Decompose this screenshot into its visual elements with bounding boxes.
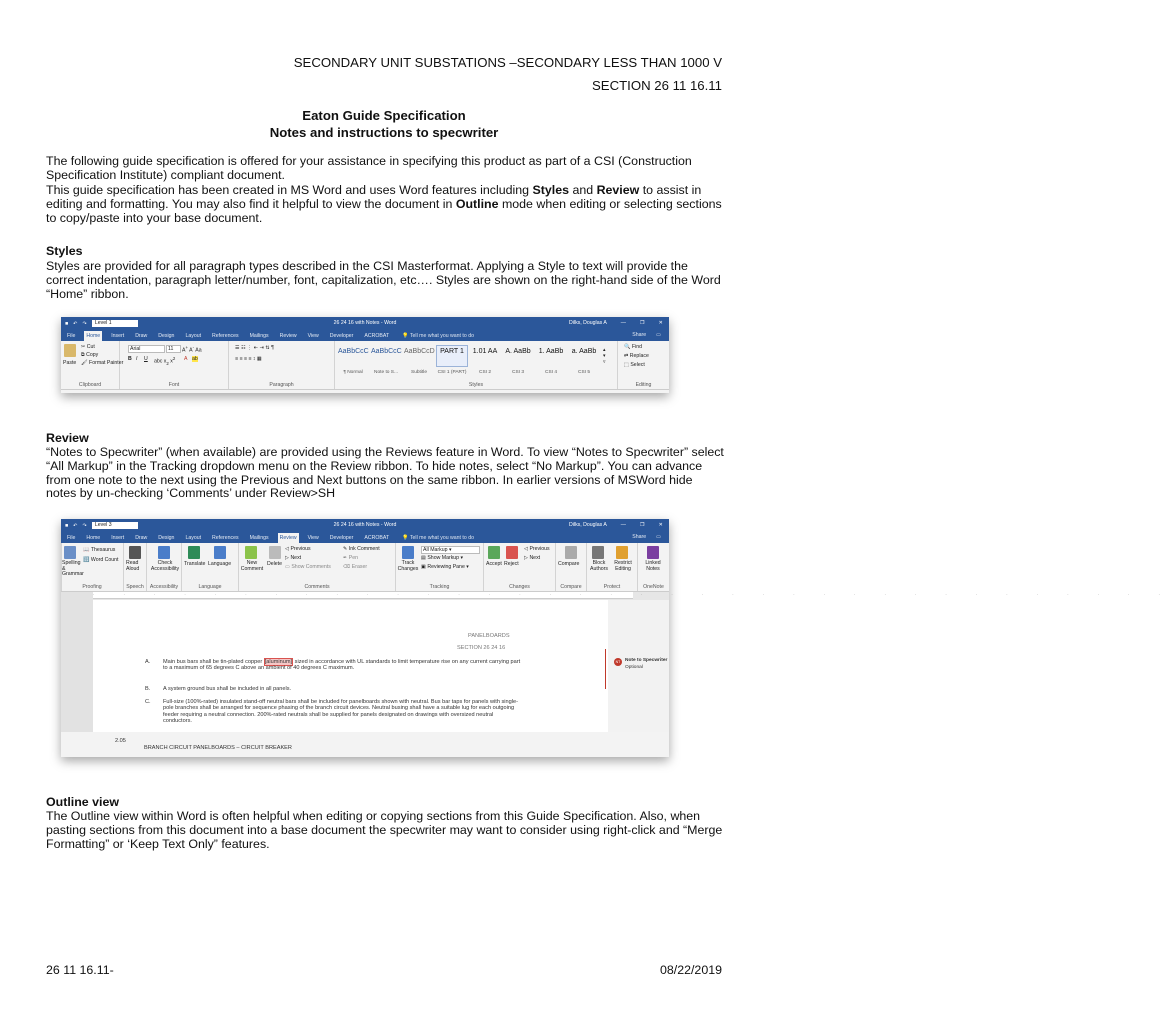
lightbulb-icon: 💡 [402, 333, 409, 339]
style-sample: AaBbCcC [371, 348, 402, 355]
footer-date: 08/22/2019 [659, 963, 722, 977]
tab-design[interactable]: Design [158, 333, 175, 339]
style-name: CSI 2 [479, 370, 491, 375]
running-header-title: SECONDARY UNIT SUBSTATIONS –SECONDARY LESS THAN 1000 V [293, 55, 722, 70]
tab-draw[interactable]: Draw [135, 535, 148, 541]
style-sample: 1. AaBb [538, 348, 564, 355]
reject-label: Reject [504, 561, 519, 567]
tab-developer[interactable]: Developer [329, 535, 354, 541]
tab-file[interactable]: File [67, 333, 76, 339]
share-button[interactable]: Share [632, 332, 647, 338]
intro-text: This guide specification has been created in MS Word and uses Word features including [46, 183, 533, 197]
styles-label: Styles [468, 382, 484, 388]
tab-review[interactable]: Review [279, 333, 297, 339]
tab-mailings[interactable]: Mailings [249, 535, 269, 541]
check-accessibility-icon[interactable] [158, 546, 170, 559]
review-heading: Review [46, 431, 89, 445]
style-csi-4[interactable] [535, 345, 567, 375]
grow-font-icon[interactable]: A+ A- Aa [182, 345, 202, 354]
show-comments-label: Show Comments [291, 564, 331, 570]
thesaurus-label: Thesaurus [90, 547, 116, 553]
check-accessibility-label: Check Accessibility [150, 560, 180, 572]
review-term: Review [596, 183, 640, 197]
item-a-pre: Main bus bars shall be tin-plated copper [163, 659, 264, 665]
review-ribbon [61, 543, 669, 592]
title-bar [61, 519, 669, 532]
delete-comment-icon[interactable] [269, 546, 281, 559]
outline-heading: Outline view [46, 795, 119, 809]
running-header-section: SECTION 26 11 16.11 [592, 78, 722, 93]
undo-icon: ↶ [73, 522, 78, 529]
item-a-text [163, 659, 523, 672]
track-changes-label: Track Changes [397, 560, 419, 572]
protect-label: Protect [603, 584, 621, 590]
page-header-section: SECTION 26 24 16 [457, 645, 506, 651]
home-ribbon [61, 341, 669, 390]
doc-subtitle: Notes and instructions to specwriter [269, 125, 499, 140]
block-authors-label: Block Authors [590, 560, 608, 572]
onenote-label: OneNote [643, 584, 664, 590]
cut-label: Cut [86, 344, 95, 350]
styles-paragraph: Styles are provided for all paragraph types described in the CSI Masterformat. Applying a Style to text will provide the correct indentation, paragraph letter/number, font, capitalization, etc…. Styles are shown on the right-hand side of the Word “Home” ribbon. [46, 259, 721, 301]
find-label: Find [631, 344, 642, 350]
spelling-label: Spelling & Grammar [62, 560, 84, 577]
outline-paragraph: The Outline view within Word is often helpful when editing or copying sections from this Guide Specification. Also, when pasting sections from this document into a base document the specwriter may want to consider using right-click and “Merge Formatting” or ‘Keep Text Only” features. [46, 809, 723, 851]
new-comment-icon[interactable] [245, 546, 257, 559]
lightbulb-icon: 💡 [402, 535, 409, 541]
tab-layout[interactable]: Layout [185, 333, 202, 339]
item-a-letter: A. [145, 659, 151, 665]
tab-mailings[interactable]: Mailings [249, 333, 269, 339]
review-paragraph: “Notes to Specwriter” (when available) are provided using the Reviews feature in Word. To view “Notes to Specwriter” select “All Markup” in the Tracking dropdown menu on the Review ribbon. To hide notes, select “No Markup”. You can advance from one note to the next using the Previous and Next buttons on the same ribbon. In earlier versions of MSWord hide notes by un-checking ‘Comments’ under Review>SH [46, 445, 724, 501]
changes-label: Changes [509, 584, 530, 590]
ink-comment-label: Ink Comment [348, 546, 380, 552]
style-csi-1[interactable] [436, 345, 468, 375]
tracking-group [396, 543, 484, 591]
show-markup-label: Show Markup [427, 555, 460, 561]
style-name: CSI 3 [512, 370, 524, 375]
accessibility-group [147, 543, 182, 591]
strike-icon[interactable]: abc $x_2$ $x^2$ [154, 356, 176, 366]
review-ribbon-screenshot [61, 519, 1174, 757]
intro-paragraph-2 [46, 184, 726, 225]
thesaurus-button[interactable]: 📖 Thesaurus [83, 547, 116, 553]
font-label: Font [168, 382, 180, 388]
language-group [182, 543, 239, 591]
item-c-text: Full-size (100%-rated) insulated stand-off neutral bars shall be included for panelboards shown with neutral. Bus bar taps for panels with single-pole branches shall be arranged for sequence phasing of the branch circuit devices. Neutral busing shall have a suitable lug for each outgoing feeder requiring a neutral connection. 200%-rated neutrals shall be supplied for panels designated on drawings with oversized neutral conductors. [163, 699, 518, 725]
outline-term: Outline [455, 196, 499, 211]
all-markup-dropdown[interactable]: All Markup ▾ [421, 546, 480, 554]
next-comment-label: Next [290, 555, 302, 561]
ribbon-tabs [61, 330, 669, 341]
home-ribbon-screenshot [61, 317, 669, 393]
align-icon[interactable]: ≡ ≡ ≡ ≡ ↕ ▦ [235, 356, 262, 362]
accept-label: Accept [486, 561, 502, 567]
style-sample: AaBbCcD [404, 348, 435, 355]
undo-icon: ↶ [73, 320, 78, 327]
compare-label-btn: Compare [558, 561, 580, 567]
item-b-text: A system ground bus shall be included in all panels. [163, 686, 292, 692]
style-name: CSI 5 [578, 370, 590, 375]
comments-group [239, 543, 396, 591]
read-aloud-icon[interactable] [129, 546, 141, 559]
compare-label: Compare [560, 584, 582, 590]
speech-group [124, 543, 147, 591]
restrict-editing-icon[interactable] [616, 546, 628, 559]
tab-layout[interactable]: Layout [185, 535, 202, 541]
language-label-btn: Language [208, 561, 232, 567]
reject-icon[interactable] [506, 546, 518, 559]
style-csi-2[interactable] [469, 345, 501, 375]
protect-group [587, 543, 638, 591]
document-page[interactable] [93, 600, 608, 744]
language-label: Language [198, 584, 222, 590]
paste-icon[interactable] [64, 344, 76, 357]
eraser-button[interactable]: ⌫ Eraser [343, 564, 368, 570]
translate-icon[interactable] [188, 546, 200, 559]
tab-acrobat[interactable]: ACROBAT [364, 333, 390, 339]
compare-group [556, 543, 587, 591]
minimize-icon[interactable]: — [620, 320, 626, 326]
speech-label: Speech [126, 584, 144, 590]
translate-label: Translate [184, 561, 206, 567]
save-icon: ■ [65, 522, 69, 529]
tab-insert[interactable]: Insert [111, 535, 125, 541]
style-name: ¶ Normal [343, 370, 363, 375]
tab-acrobat[interactable]: ACROBAT [364, 535, 390, 541]
style-sample: PART 1 [440, 348, 464, 355]
horizontal-ruler: · · · · · · · · · · · · · · · · · · · · · · · · · · · · · · · · · · · · [93, 592, 1174, 597]
font-name-box[interactable]: Arial [128, 345, 165, 353]
doc-title: Eaton Guide Specification [302, 108, 466, 123]
editing-group [618, 341, 669, 389]
styles-group [335, 341, 618, 389]
close-icon[interactable]: ✕ [658, 522, 663, 528]
proofing-group [61, 543, 124, 591]
restore-icon[interactable]: ❐ [639, 320, 645, 326]
style-name: Subtitle [411, 370, 427, 375]
intro-paragraph-1: The following guide specification is offered for your assistance in specifying this product as part of a CSI (Construction Specification Institute) compliant document. [46, 154, 692, 182]
paste-label: Paste [63, 360, 77, 366]
minimize-icon[interactable]: — [620, 522, 626, 528]
font-color-icon[interactable]: A [184, 356, 188, 362]
italic-icon[interactable]: I [136, 356, 138, 362]
tab-file[interactable]: File [67, 535, 76, 541]
level-dropdown[interactable]: Level 1 [92, 320, 138, 327]
underline-icon[interactable]: U [144, 356, 148, 362]
reviewing-pane-label: Reviewing Pane [427, 564, 465, 570]
track-changes-icon[interactable] [402, 546, 414, 559]
style-sample: A. AaBb [505, 348, 531, 355]
show-markup-button[interactable]: ▤ Show Markup ▾ [421, 555, 464, 561]
ribbon-tabs [61, 532, 669, 543]
word-count-button[interactable]: 🔢 Word Count [83, 557, 119, 563]
select-label: Select [630, 362, 645, 368]
style-name: CSI 4 [545, 370, 557, 375]
select-button[interactable]: ⬚ Select [624, 362, 645, 368]
changes-group [484, 543, 556, 591]
tab-draw[interactable]: Draw [135, 333, 148, 339]
user-name: Dilks, Douglas A [569, 522, 607, 528]
style-name: Note to S... [374, 370, 398, 375]
user-name: Dilks, Douglas A [569, 320, 607, 326]
bold-icon[interactable]: B [128, 356, 132, 362]
level-dropdown[interactable]: Level 3 [92, 522, 138, 529]
accessibility-label: Accessibility [149, 584, 179, 590]
accept-icon[interactable] [488, 546, 500, 559]
style-csi-5[interactable] [568, 345, 600, 375]
document-area [61, 592, 1174, 744]
redo-icon: ↷ [82, 320, 87, 327]
previous-comment-label: Previous [290, 546, 311, 552]
window-title: 26 24 16 with Notes - Word [333, 320, 397, 326]
item-b-letter: B. [145, 686, 151, 692]
share-button[interactable]: Share [632, 534, 647, 540]
all-markup-label: All Markup [423, 547, 448, 553]
comment-title: Note to Specwriter [625, 658, 668, 663]
font-size-box[interactable]: 11 [166, 345, 181, 353]
style-sample: AaBbCcC [338, 348, 369, 355]
previous-change-label: Previous [529, 546, 550, 552]
tell-me-text: Tell me what you want to do [409, 535, 474, 541]
style-csi-3[interactable] [502, 345, 534, 375]
styles-heading: Styles [46, 244, 83, 258]
format-painter-button[interactable]: 🖌 Format Painter [81, 360, 124, 366]
previous-change-button[interactable]: ◁ Previous [524, 546, 550, 552]
copy-button[interactable]: ⧉ Copy [81, 352, 99, 358]
comment-connector [605, 649, 609, 689]
next-change-label: Next [529, 555, 541, 561]
highlighted-option[interactable]: [aluminum] [264, 659, 293, 665]
spelling-icon[interactable] [64, 546, 76, 559]
cut-button[interactable]: ✂ Cut [81, 344, 95, 350]
clipboard-label: Clipboard [78, 382, 102, 388]
comments-icon[interactable]: ▭ [656, 534, 661, 540]
clipboard-group [61, 341, 124, 389]
pen-button[interactable]: ✒ Pen [343, 555, 359, 561]
eraser-label: Eraser [351, 564, 368, 570]
font-group [120, 341, 229, 389]
pen-label: Pen [348, 555, 359, 561]
page-header-title: PANELBOARDS [468, 633, 510, 639]
tell-me-box[interactable] [400, 533, 476, 543]
previous-comment-button[interactable]: ◁ Previous [285, 546, 311, 552]
style-note-to-specwriter[interactable] [370, 345, 402, 375]
paragraph-label: Paragraph [269, 382, 294, 388]
read-aloud-label: Read Aloud [126, 560, 140, 572]
styles-more-icon[interactable]: ▴ ▾ ▿ [603, 347, 606, 365]
comment-pane [608, 600, 669, 732]
tell-me-text: Tell me what you want to do [409, 333, 474, 339]
block-authors-icon[interactable] [592, 546, 604, 559]
style-normal[interactable] [337, 345, 369, 375]
onenote-icon[interactable] [647, 546, 659, 559]
highlight-icon[interactable]: ab [192, 356, 198, 362]
comments-icon[interactable]: ▭ [656, 332, 661, 338]
intro-text: to assist in editing and formatting. You may also find it helpful to view the document in [46, 183, 702, 211]
editing-label: Editing [635, 382, 652, 388]
onenote-group [638, 543, 669, 591]
restrict-editing-label: Restrict Editing [614, 560, 632, 572]
tab-home[interactable]: Home [86, 333, 101, 339]
next-comment-button[interactable]: ▷ Next [285, 555, 302, 561]
find-button[interactable]: 🔍 Find [624, 344, 642, 350]
tell-me-box[interactable] [400, 331, 476, 341]
restore-icon[interactable]: ❐ [639, 522, 645, 528]
comment-author-avatar: NT [615, 660, 621, 664]
tab-references[interactable]: References [212, 535, 239, 541]
save-icon: ■ [65, 320, 69, 327]
tab-developer[interactable]: Developer [329, 333, 354, 339]
intro-text: mode when editing or selecting sections to copy/paste into your base document. [46, 196, 722, 225]
close-icon[interactable]: ✕ [658, 320, 663, 326]
comments-label: Comments [304, 584, 330, 590]
word-count-label: Word Count [90, 557, 119, 563]
delete-comment-label: Delete [267, 561, 282, 567]
tab-view[interactable]: View [307, 535, 319, 541]
style-name: CSI 1 (PART) [437, 370, 467, 375]
title-bar [61, 317, 669, 330]
redo-icon: ↷ [82, 522, 87, 529]
show-comments-button[interactable]: ▭ Show Comments [285, 564, 331, 570]
comment-body: Optional [625, 665, 643, 670]
footer-section-number: 26 11 16.11- [46, 963, 114, 977]
tab-view[interactable]: View [307, 333, 319, 339]
language-icon[interactable] [214, 546, 226, 559]
reviewing-pane-button[interactable]: ▣ Reviewing Pane ▾ [421, 564, 469, 570]
intro-text: and [569, 183, 597, 197]
proofing-label: Proofing [82, 584, 102, 590]
format-painter-label: Format Painter [89, 360, 124, 366]
linked-notes-label: Linked Notes [645, 560, 661, 572]
copy-label: Copy [86, 352, 99, 358]
bullets-icon[interactable]: ☰ ☷ ⋮ ⇤ ⇥ ⇅ ¶ [235, 345, 274, 351]
styles-term: Styles [532, 183, 570, 197]
compare-icon[interactable] [565, 546, 577, 559]
article-heading: BRANCH CIRCUIT PANELBOARDS – CIRCUIT BREAKER [144, 745, 292, 751]
tab-review[interactable]: Review [279, 535, 297, 541]
replace-button[interactable]: ⇄ Replace [624, 353, 649, 359]
style-sample: a. AaBb [571, 348, 597, 355]
tracking-label: Tracking [429, 584, 450, 590]
next-change-button[interactable]: ▷ Next [524, 555, 541, 561]
replace-label: Replace [629, 353, 649, 359]
vertical-ruler [61, 592, 93, 732]
tab-home[interactable]: Home [86, 535, 101, 541]
tab-references[interactable]: References [212, 333, 239, 339]
tab-insert[interactable]: Insert [111, 333, 125, 339]
paragraph-group [229, 341, 335, 389]
article-number: 2.05 [115, 738, 126, 744]
ink-comment-button[interactable]: ✎ Ink Comment [343, 546, 380, 552]
tab-design[interactable]: Design [158, 535, 175, 541]
style-subtitle[interactable] [403, 345, 435, 375]
new-comment-label: New Comment [240, 560, 264, 572]
item-a-post: sized in accordance with UL standards to limit temperature rise on any current carrying part to a maximum of 65 degrees C above an ambient of 40 degrees C maximum. [163, 659, 521, 672]
style-sample: 1.01 AA [472, 348, 498, 355]
item-c-letter: C. [145, 699, 151, 705]
window-title: 26 24 16 with Notes - Word [333, 522, 397, 528]
